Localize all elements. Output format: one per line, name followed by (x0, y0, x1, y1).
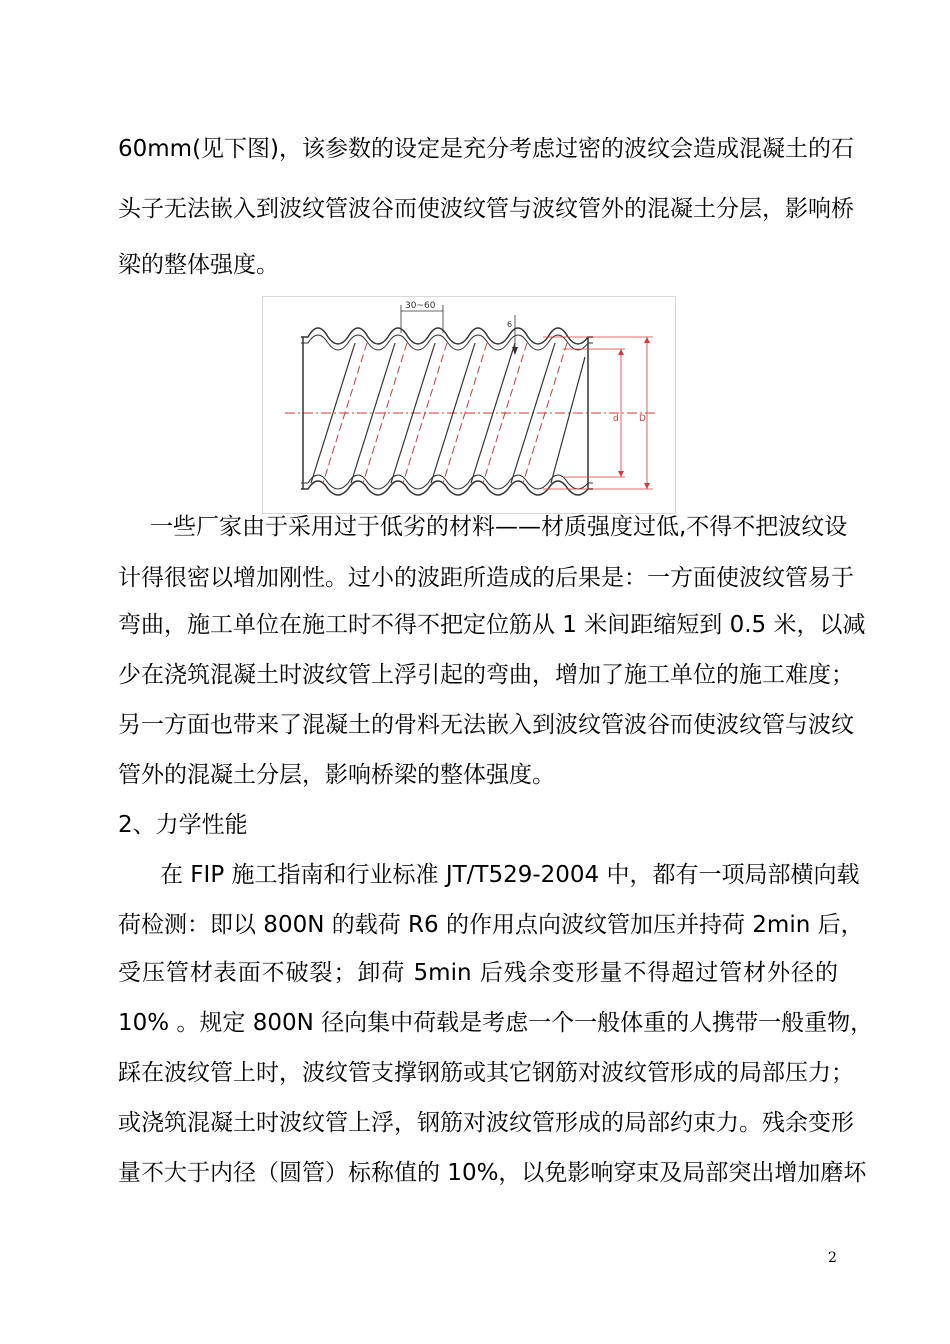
paragraph-line: 受压管材表面不破裂；卸荷 5min 后残余变形量不得超过管材外径的 (118, 960, 838, 986)
paragraph-line: 弯曲，施工单位在施工时不得不把定位筋从 1 米间距缩短到 0.5 米，以减 (118, 612, 866, 638)
dim-label-D: D (639, 414, 646, 424)
corrugated-pipe-figure (262, 296, 676, 514)
section-heading: 2、力学性能 (118, 812, 248, 838)
paragraph-line: 另一方面也带来了混凝土的骨料无法嵌入到波纹管波谷而使波纹管与波纹 (118, 712, 854, 738)
paragraph-line: 60mm(见下图)，该参数的设定是充分考虑过密的波纹会造成混凝土的石 (118, 136, 855, 162)
paragraph-line: 在 FIP 施工指南和行业标准 JT/T529-2004 中，都有一项局部横向载 (160, 862, 860, 888)
paragraph-line: 少在浇筑混凝土时波纹管上浮引起的弯曲，增加了施工单位的施工难度； (118, 662, 854, 688)
paragraph-line: 头子无法嵌入到波纹管波谷而使波纹管与波纹管外的混凝土分层，影响桥 (118, 196, 854, 222)
paragraph-line: 荷检测：即以 800N 的载荷 R6 的作用点向波纹管加压并持荷 2min 后， (118, 912, 864, 938)
paragraph-line: 10% 。规定 800N 径向集中荷载是考虑一个一般体重的人携带一般重物， (118, 1010, 874, 1036)
dim-label-small: 6 (507, 320, 513, 329)
paragraph-line: 踩在波纹管上时，波纹管支撑钢筋或其它钢筋对波纹管形成的局部压力； (118, 1060, 854, 1086)
paragraph-line: 梁的整体强度。 (118, 252, 279, 278)
paragraph-line: 量不大于内径（圆管）标称值的 10%，以免影响穿束及局部突出增加磨坏 (118, 1160, 867, 1186)
dim-label-d: d (613, 414, 619, 424)
paragraph-line: 或浇筑混凝土时波纹管上浮，钢筋对波纹管形成的局部约束力。残余变形 (118, 1110, 854, 1136)
paragraph-line: 管外的混凝土分层，影响桥梁的整体强度。 (118, 762, 555, 788)
page-number: 2 (828, 1250, 837, 1266)
dim-label-top: 30~60 (405, 301, 436, 311)
paragraph-line: 计得很密以增加刚性。过小的波距所造成的后果是：一方面使波纹管易于 (118, 565, 854, 591)
paragraph-line: 一些厂家由于采用过于低劣的材料——材质强度过低,不得不把波纹设 (150, 514, 848, 540)
